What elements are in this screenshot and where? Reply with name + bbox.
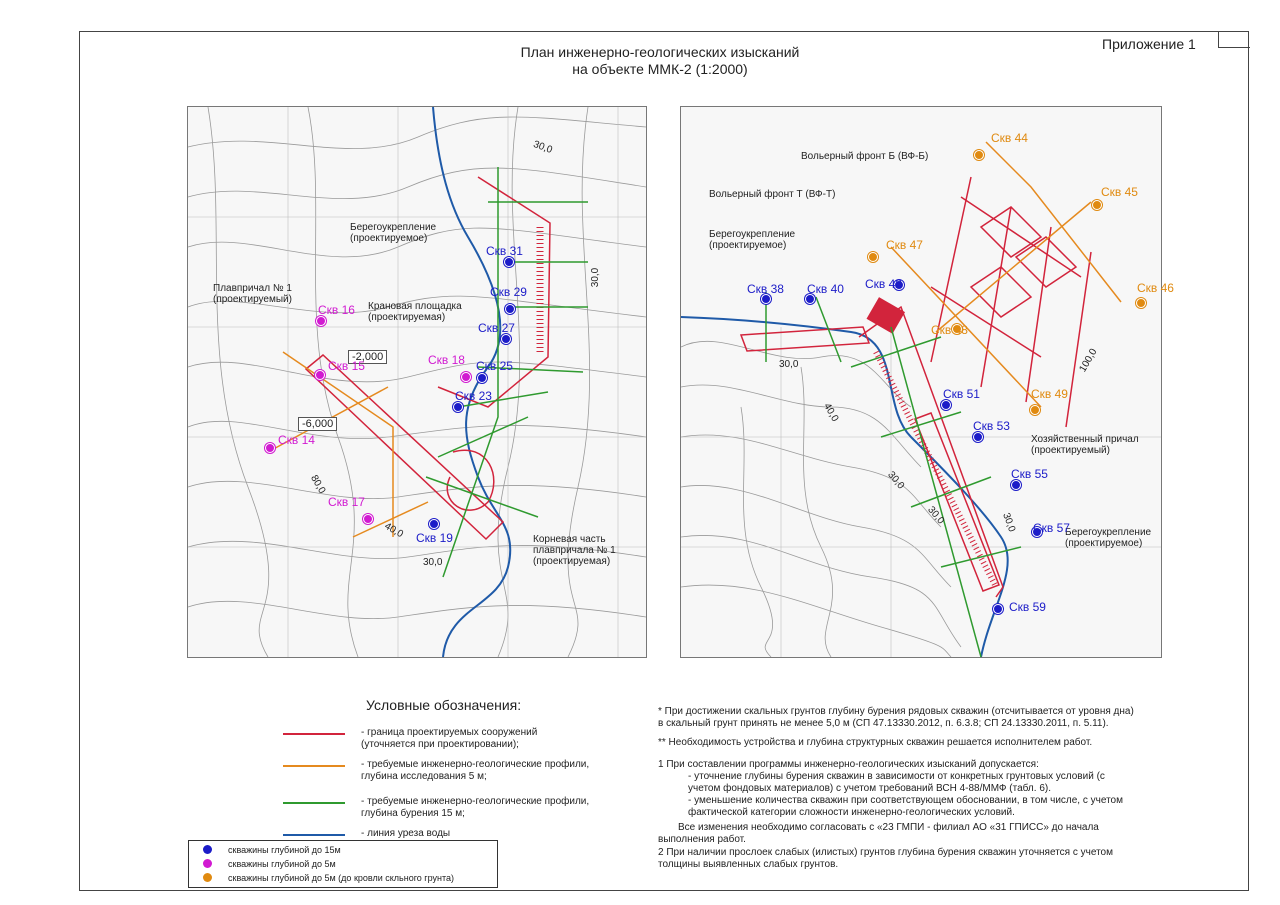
legend-title: Условные обозначения: <box>366 697 522 713</box>
left-map-drawing <box>188 107 646 657</box>
borehole-label: Скв 23 <box>455 389 492 403</box>
depth-label-2: -2,000 <box>348 350 387 364</box>
borehole-label: Скв 51 <box>943 387 980 401</box>
crane-label-text: Крановая площадка <box>368 301 462 312</box>
service-pier-text: Хозяйственный причал <box>1031 434 1139 445</box>
right-shore2-text: Берегоукрепление <box>1065 527 1152 538</box>
borehole-label: Скв 45 <box>1101 185 1138 199</box>
right-shore-text: Берегоукрепление <box>709 229 796 240</box>
note-1c <box>658 822 1099 846</box>
note-1b-line2: фактической категории сложности инженерно-геологических условий. <box>688 807 1015 818</box>
dimension-80: 80,0 <box>308 473 328 496</box>
dimension-30-d: 30,0 <box>1000 511 1018 534</box>
borehole-label: Скв 49 <box>1031 387 1068 401</box>
right-waterline <box>681 317 1008 657</box>
borehole-marker[interactable] <box>461 372 471 382</box>
legend-item-line2: глубина исследования 5 м; <box>361 771 487 782</box>
shore-label <box>350 222 436 244</box>
title-line-1: План инженерно-геологических изысканий <box>520 44 800 60</box>
root-label <box>533 534 616 567</box>
borehole-label: Скв 27 <box>478 321 515 335</box>
shore-label-sub: (проектируемое) <box>350 233 428 244</box>
dimension-30-c: 30,0 <box>925 504 947 527</box>
page-title <box>440 44 880 78</box>
crane-label <box>368 301 462 323</box>
legend-well-item <box>203 844 341 856</box>
borehole-marker[interactable] <box>501 334 511 344</box>
borehole-marker[interactable] <box>505 304 515 314</box>
legend-item-text <box>361 828 450 840</box>
borehole-label: Скв 57 <box>1033 521 1070 535</box>
legend-well-item <box>203 872 454 884</box>
legend-well-item <box>203 858 336 870</box>
borehole-label: Скв 44 <box>991 131 1028 145</box>
borehole-label: Скв 25 <box>476 359 513 373</box>
borehole-marker[interactable] <box>477 373 487 383</box>
service-pier-label <box>1031 434 1139 456</box>
borehole-label: Скв 42 <box>865 277 902 291</box>
borehole-marker[interactable] <box>429 519 439 529</box>
note-1: 1 При составлении программы инженерно-геологических изысканий допускается: <box>658 759 1039 770</box>
root-label-sub2: (проектируемая) <box>533 556 611 567</box>
left-grid <box>188 107 646 657</box>
borehole-marker[interactable] <box>363 514 373 524</box>
borehole-marker[interactable] <box>504 257 514 267</box>
note-1c-line2: выполнения работ. <box>658 834 746 845</box>
right-grid <box>681 327 1161 657</box>
note-2-line2: толщины выявленных слабых грунтов. <box>658 859 839 870</box>
borehole-marker[interactable] <box>1136 298 1146 308</box>
note-2 <box>658 847 1113 871</box>
legend-line-swatch <box>283 733 345 735</box>
borehole-marker[interactable] <box>453 402 463 412</box>
borehole-label: Скв 16 <box>318 303 355 317</box>
note-1a-line2: учетом фондовых материалов) с учетом требований ВСН 4-88/ММФ (табл. 6). <box>688 783 1051 794</box>
note-1b <box>688 795 1123 819</box>
dimension-40: 40,0 <box>821 401 841 424</box>
crane-label-sub: (проектируемая) <box>368 312 446 323</box>
right-shore2-label <box>1065 527 1151 549</box>
legend-item-line1: - требуемые инженерно-геологические профили, <box>361 759 590 770</box>
borehole-marker[interactable] <box>315 370 325 380</box>
left-map[interactable] <box>187 106 647 658</box>
borehole-label: Скв 14 <box>278 433 315 447</box>
borehole-marker[interactable] <box>1011 480 1021 490</box>
borehole-marker[interactable] <box>974 150 984 160</box>
dimension-30-b: 30,0 <box>885 469 907 492</box>
borehole-marker[interactable] <box>993 604 1003 614</box>
pier-label-text: Плавпричал № 1 <box>213 283 292 294</box>
service-pier-sub: (проектируемый) <box>1031 445 1110 456</box>
legend-line-swatch <box>283 802 345 804</box>
legend-well-dot <box>203 873 212 882</box>
legend-item-text <box>361 796 589 820</box>
borehole-label: Скв 55 <box>1011 467 1048 481</box>
dimension-100: 100,0 <box>1077 346 1100 375</box>
note-1c-line1: Все изменения необходимо согласовать с «23 ГМПИ - филиал АО «31 ГПИСС» до начала <box>678 822 1099 833</box>
borehole-label: Скв 19 <box>416 531 453 545</box>
borehole-label: Скв 53 <box>973 419 1010 433</box>
right-shore2-sub: (проектируемое) <box>1065 538 1143 549</box>
right-contours <box>681 341 961 657</box>
borehole-marker[interactable] <box>941 400 951 410</box>
note-star-1-line2: в скальный грунт принять не менее 5,0 м (СП 47.13330.2012, п. 6.3.8; СП 24.13330.2011, п. 5.11). <box>658 718 1109 729</box>
dimension-30-top: 30,0 <box>531 139 554 156</box>
legend-well-dot <box>203 845 212 854</box>
note-star-1 <box>658 706 1134 730</box>
legend-item-line1: - граница проектируемых сооружений <box>361 727 538 738</box>
root-label-sub1: плавпричала № 1 <box>533 545 616 556</box>
legend-well-text: скважины глубиной до 5м (до кровли скльного грунта) <box>228 873 454 883</box>
legend-item-line2: (уточняется при проектировании); <box>361 739 519 750</box>
borehole-label: Скв 46 <box>1137 281 1174 295</box>
right-shore-sub: (проектируемое) <box>709 240 787 251</box>
legend-line-swatch <box>283 834 345 836</box>
dimension-40: 40,0 <box>382 520 405 541</box>
appendix-label: Приложение 1 <box>1102 36 1196 52</box>
borehole-label: Скв 15 <box>328 359 365 373</box>
borehole-label: Скв 18 <box>428 353 465 367</box>
root-label-text: Корневая часть <box>533 534 606 545</box>
note-star-2: ** Необходимость устройства и глубина структурных скважин решается исполнителем работ. <box>658 737 1093 748</box>
legend-well-dot <box>203 859 212 868</box>
shore-label-text: Берегоукрепление <box>350 222 437 233</box>
legend-item-text <box>361 727 537 751</box>
borehole-label: Скв 38 <box>747 282 784 296</box>
note-star-1-line1: * При достижении скальных грунтов глубину бурения рядовых скважин (отсчитывается от уровня дна) <box>658 706 1134 717</box>
legend-item-text <box>361 759 589 783</box>
legend-item-line2: глубина бурения 15 м; <box>361 808 465 819</box>
borehole-label: Скв 31 <box>486 244 523 258</box>
borehole-marker[interactable] <box>1030 405 1040 415</box>
borehole-marker[interactable] <box>973 432 983 442</box>
title-line-2: на объекте ММК-2 (1:2000) <box>572 61 748 77</box>
front-t-label: Вольерный фронт Т (ВФ-Т) <box>709 189 836 200</box>
note-2-line1: 2 При наличии прослоек слабых (илистых) грунтов глубина бурения скважин уточняется с учетом <box>658 847 1113 858</box>
dimension-30-a: 30,0 <box>779 359 799 370</box>
depth-label-6: -6,000 <box>298 417 337 431</box>
borehole-marker[interactable] <box>868 252 878 262</box>
legend-line-swatch <box>283 765 345 767</box>
dimension-30-bottom: 30,0 <box>423 557 443 568</box>
legend-item-line1: - требуемые инженерно-геологические профили, <box>361 796 590 807</box>
stamp-corner-box <box>1218 31 1250 48</box>
borehole-label: Скв 40 <box>807 282 844 296</box>
dimension-30-side: 30,0 <box>590 267 602 288</box>
right-map[interactable] <box>680 106 1174 658</box>
note-1a <box>688 771 1105 795</box>
borehole-label: Скв 47 <box>886 238 923 252</box>
legend-well-text: скважины глубиной до 15м <box>228 845 341 855</box>
borehole-label: Скв 17 <box>328 495 365 509</box>
right-shore-label <box>709 229 795 251</box>
legend-item-line1: - линия уреза воды <box>361 828 451 839</box>
pier-label <box>213 283 292 305</box>
borehole-marker[interactable] <box>265 443 275 453</box>
borehole-label: Скв 29 <box>490 285 527 299</box>
legend-well-text: скважины глубиной до 5м <box>228 859 336 869</box>
left-contours <box>188 107 646 657</box>
note-1a-line1: - уточнение глубины бурения скважин в зависимости от конкретных грунтовых условий (с <box>688 771 1105 782</box>
borehole-marker[interactable] <box>1092 200 1102 210</box>
front-b-label: Вольерный фронт Б (ВФ-Б) <box>801 151 929 162</box>
borehole-marker[interactable] <box>316 316 326 326</box>
pier-label-sub: (проектируемый) <box>213 294 292 305</box>
borehole-label: Скв 48 <box>931 323 968 337</box>
legend-wells-box <box>188 840 498 888</box>
borehole-label: Скв 59 <box>1009 600 1046 614</box>
note-1b-line1: - уменьшение количества скважин при соответствующем обосновании, в том числе, с учетом <box>688 795 1123 806</box>
